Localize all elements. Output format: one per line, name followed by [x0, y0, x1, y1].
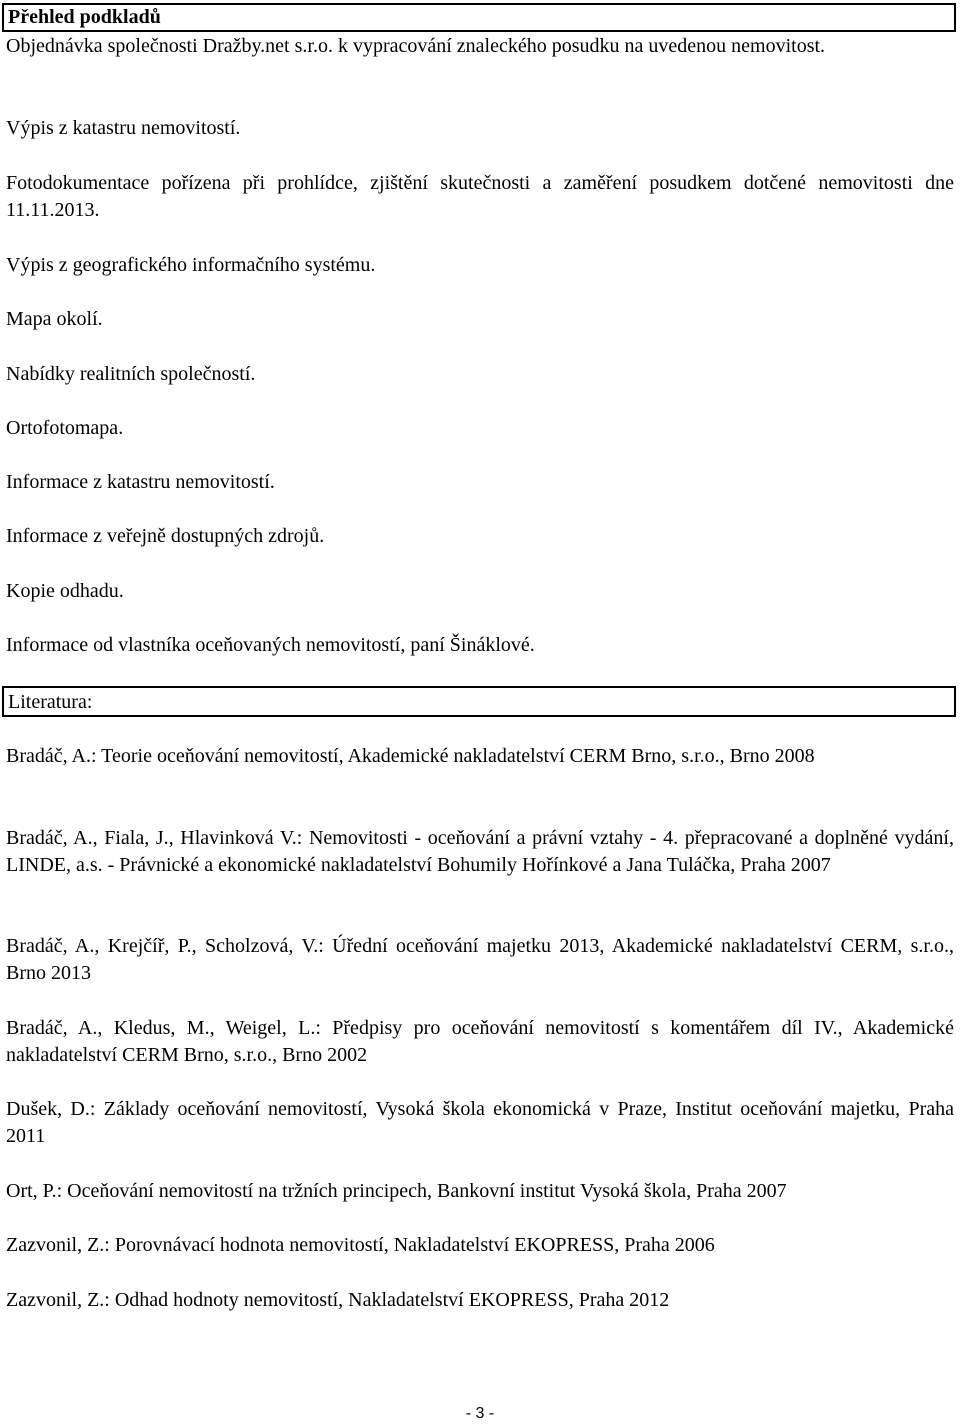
source-item: Informace od vlastníka oceňovaných nemovitostí, paní Šináklové. — [6, 634, 535, 656]
literature-item: Bradáč, A., Fiala, J., Hlavinková V.: Nemovitosti - oceňování a právní vztahy - 4. přepracované a doplněné vydání, LINDE, a.s. - Právnické a ekonomické nakladatelství Bohumily Hořínkové a Jana Tuláčka, Praha 2007 — [6, 827, 954, 876]
source-item: Informace z katastru nemovitostí. — [6, 471, 275, 493]
source-item: Objednávka společnosti Dražby.net s.r.o. k vypracování znaleckého posudku na uvedenou nemovitost. — [6, 35, 826, 57]
source-item: Ortofotomapa. — [6, 417, 124, 439]
section-title: Literatura: — [8, 691, 93, 713]
literature-item: Dušek, D.: Základy oceňování nemovitostí, Vysoká škola ekonomická v Praze, Institut oceňování majetku, Praha 2011 — [6, 1098, 954, 1147]
section-heading-literature — [2, 686, 956, 717]
source-item: Informace z veřejně dostupných zdrojů. — [6, 525, 325, 547]
source-item: Nabídky realitních společností. — [6, 363, 256, 385]
source-item: Výpis z katastru nemovitostí. — [6, 117, 241, 139]
literature-item: Bradáč, A., Kledus, M., Weigel, L.: Předpisy pro oceňování nemovitostí s komentářem díl IV., Akademické nakladatelství CERM Brno, s.r.o., Brno 2002 — [6, 1017, 954, 1066]
source-item: Kopie odhadu. — [6, 580, 124, 602]
source-item: Fotodokumentace pořízena při prohlídce, zjištění skutečnosti a zaměření posudkem dotčené nemovitosti dne 11.11.2013. — [6, 172, 954, 221]
section-title: Přehled podkladů — [8, 6, 161, 28]
literature-item: Zazvonil, Z.: Odhad hodnoty nemovitostí, Nakladatelství EKOPRESS, Praha 2012 — [6, 1289, 670, 1311]
literature-item: Zazvonil, Z.: Porovnávací hodnota nemovitostí, Nakladatelství EKOPRESS, Praha 2006 — [6, 1234, 715, 1256]
page-number: - 3 - — [465, 1405, 495, 1422]
source-item: Mapa okolí. — [6, 308, 103, 330]
source-item: Výpis z geografického informačního systému. — [6, 254, 376, 276]
section-heading-sources — [2, 3, 956, 32]
literature-item: Bradáč, A., Krejčíř, P., Scholzová, V.: Úřední oceňování majetku 2013, Akademické nakladatelství CERM, s.r.o., Brno 2013 — [6, 935, 954, 984]
literature-item: Bradáč, A.: Teorie oceňování nemovitostí, Akademické nakladatelství CERM Brno, s.r.o., Brno 2008 — [6, 745, 815, 767]
literature-item: Ort, P.: Oceňování nemovitostí na tržních principech, Bankovní institut Vysoká škola, Praha 2007 — [6, 1180, 787, 1202]
